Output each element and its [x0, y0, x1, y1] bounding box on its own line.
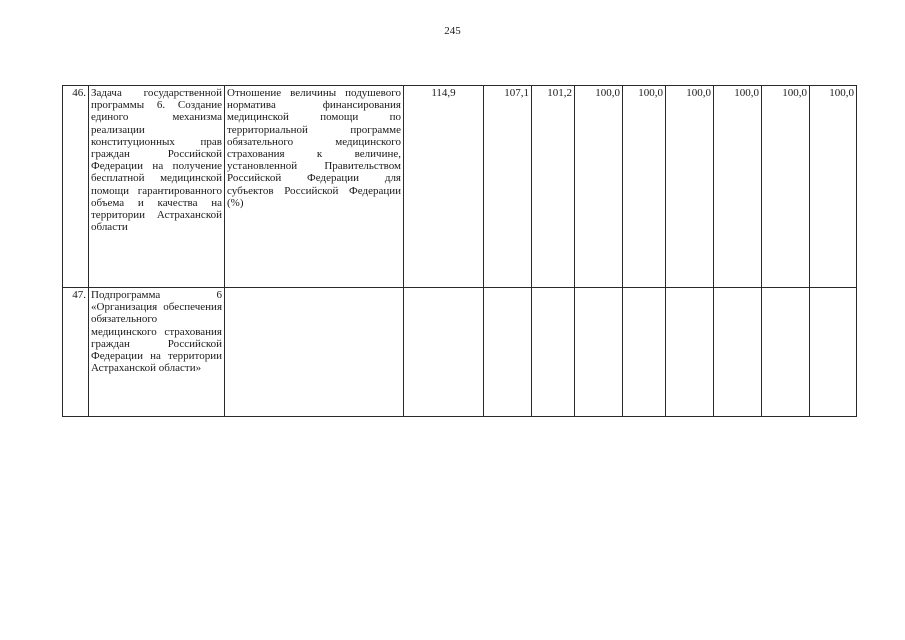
indicator-cell	[225, 288, 404, 417]
value-cell: 100,0	[810, 86, 857, 288]
value-cell	[623, 288, 666, 417]
task-cell: Задача государственной программы 6. Создание единого механизма реализации конституционных прав граждан Российской Федерации на получение бесплатной медицинской помощи гарантированного объема и качества на территории Астраханской области	[89, 86, 225, 288]
value-cell: 107,1	[484, 86, 532, 288]
value-cell	[714, 288, 762, 417]
row-number: 46.	[63, 86, 89, 288]
value-cell: 100,0	[666, 86, 714, 288]
indicator-cell: Отношение величины подушевого норматива финансирования медицинской помощи по территориальной программе обязательного медицинского страхования к величине, установленной Правительством Российской Федерации для субъектов Российской Федерации (%)	[225, 86, 404, 288]
value-cell	[575, 288, 623, 417]
value-cell	[532, 288, 575, 417]
indicators-table	[62, 85, 857, 417]
value-cell	[404, 288, 484, 417]
table-row	[63, 288, 857, 417]
table-row	[63, 86, 857, 288]
value-cell: 114,9	[404, 86, 484, 288]
value-cell: 100,0	[762, 86, 810, 288]
value-cell	[810, 288, 857, 417]
task-cell: Подпрограмма 6 «Организация обеспечения обязательного медицинского страхования граждан Российской Федерации на территории Астраханской области»	[89, 288, 225, 417]
value-cell: 100,0	[714, 86, 762, 288]
value-cell: 100,0	[623, 86, 666, 288]
page-number: 245	[444, 25, 461, 37]
value-cell: 101,2	[532, 86, 575, 288]
value-cell	[666, 288, 714, 417]
row-number: 47.	[63, 288, 89, 417]
value-cell: 100,0	[575, 86, 623, 288]
value-cell	[484, 288, 532, 417]
value-cell	[762, 288, 810, 417]
